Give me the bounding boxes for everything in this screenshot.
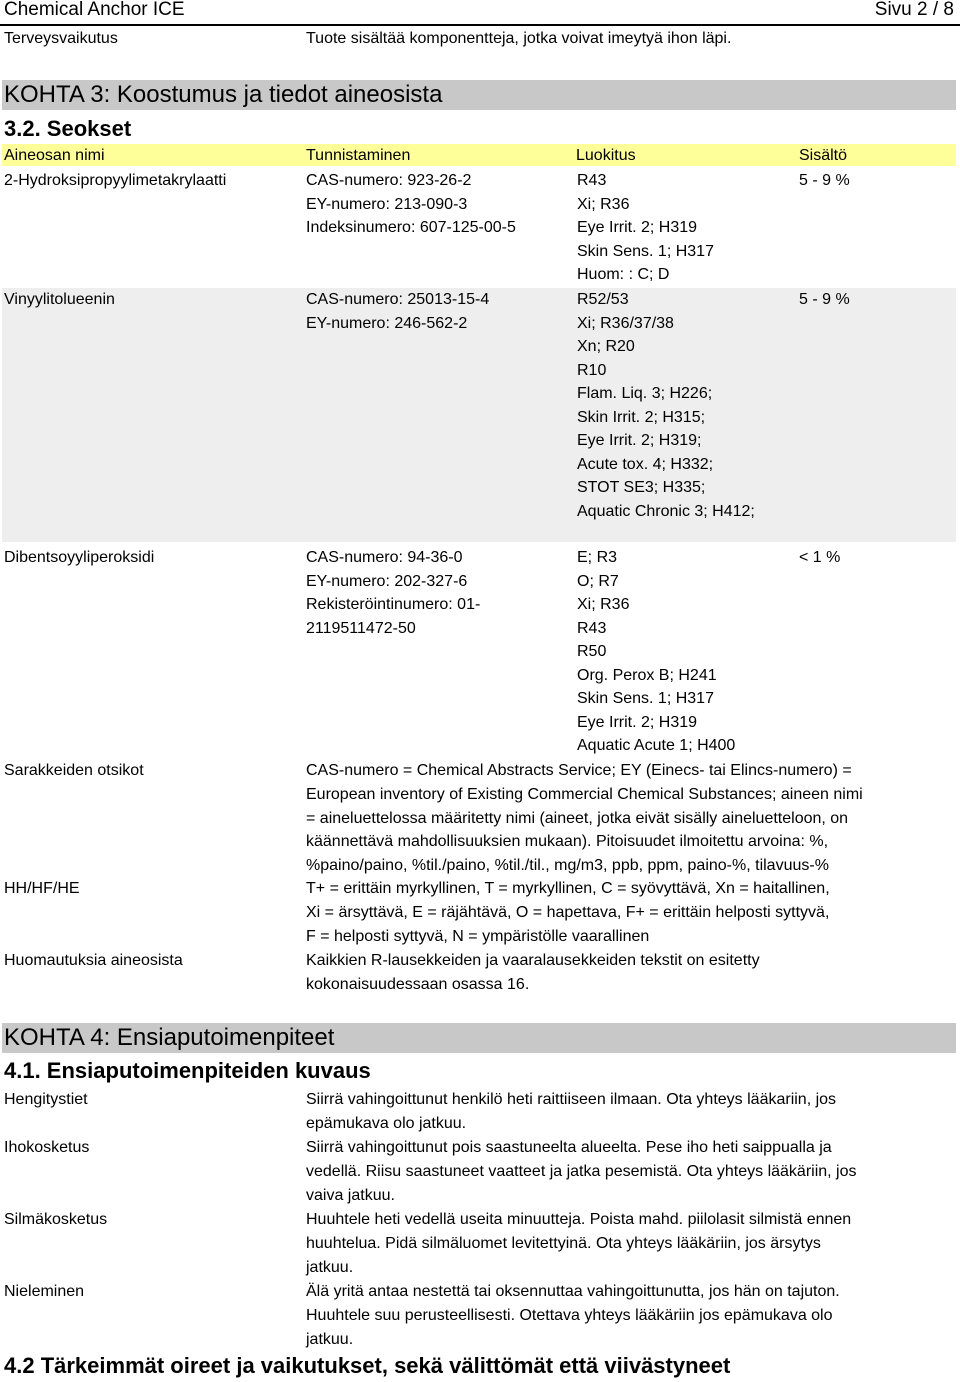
ingredient-classification (577, 288, 755, 523)
document-title: Chemical Anchor ICE (4, 0, 185, 20)
note-line: %paino/paino, %til./paino, %til./til., mg/m3, ppb, ppm, paino-%, tilavuus-% (306, 857, 829, 875)
note-line: Kaikkien R-lausekkeiden ja vaaralausekkeiden tekstit on esitetty (306, 952, 760, 969)
first-aid-label (4, 1208, 107, 1232)
table-row (4, 169, 226, 193)
col-header-classification: Luokitus (576, 147, 636, 164)
ingredient-content (799, 546, 840, 570)
note-line: T+ = erittäin myrkyllinen, T = myrkyllinen, C = syövyttävä, Xn = haitallinen, (306, 880, 830, 897)
class-line: R43 (577, 172, 607, 189)
health-effect-text: Tuote sisältää komponentteja, jotka voivat imeytyä ihon läpi. (306, 30, 732, 47)
col-header-identification: Tunnistaminen (306, 147, 411, 164)
ident-line: CAS-numero: 25013-15-4 (306, 291, 490, 308)
first-aid-line: Huuhtele suu perusteellisesti. Otettava yhteys lääkäriin jos epämukava olo (306, 1306, 833, 1324)
table-row (4, 288, 115, 312)
ingredient-name: Vinyylitolueenin (4, 291, 115, 308)
col-header-name: Aineosan nimi (4, 147, 105, 164)
note-label-text: HH/HF/HE (4, 880, 80, 897)
first-aid-label (4, 1136, 89, 1160)
class-line: Aquatic Acute 1; H400 (577, 737, 736, 754)
ingredient-identification (306, 546, 480, 640)
ident-line: Indeksinumero: 607-125-00-5 (306, 219, 516, 236)
class-line: R50 (577, 643, 607, 660)
class-line: R43 (577, 619, 607, 637)
class-line: Aquatic Chronic 3; H412; (577, 502, 755, 520)
ingredient-classification (577, 546, 735, 758)
section-4-title: KOHTA 4: Ensiaputoimenpiteet (4, 1024, 335, 1051)
first-aid-label-text: Silmäkosketus (4, 1211, 108, 1228)
class-line: E; R3 (577, 549, 618, 566)
first-aid-text (306, 1280, 840, 1351)
note-text (306, 759, 863, 878)
first-aid-line: jatkuu. (306, 1330, 354, 1348)
first-aid-line: epämukava olo jatkuu. (306, 1114, 467, 1132)
col-header-content: Sisältö (799, 147, 848, 164)
ident-line: Rekisteröintinumero: 01- (306, 596, 481, 613)
page-number: Sivu 2 / 8 (874, 0, 954, 20)
ident-line: EY-numero: 202-327-6 (306, 572, 468, 590)
note-label (4, 759, 144, 783)
note-label (4, 877, 80, 901)
section-4-heading (2, 1023, 956, 1053)
first-aid-line: huuhtelua. Pidä silmäluomet levitettyinä. Ota yhteys lääkäriin, jos ärsytys (306, 1234, 821, 1252)
first-aid-text (306, 1088, 836, 1136)
class-line: Eye Irrit. 2; H319; (577, 432, 702, 449)
ingredient-content (799, 169, 850, 193)
ident-line: EY-numero: 246-562-2 (306, 314, 468, 332)
note-line: F = helposti syttyvä, N = ympäristölle vaarallinen (306, 927, 650, 945)
first-aid-label (4, 1088, 88, 1112)
class-line: Xi; R36 (577, 596, 630, 613)
note-line: Xi = ärsyttävä, E = räjähtävä, O = hapettava, F+ = erittäin helposti syttyvä, (306, 903, 830, 921)
note-label-text: Huomautuksia aineosista (4, 952, 183, 969)
first-aid-label-text: Ihokosketus (4, 1139, 90, 1156)
class-line: Org. Perox B; H241 (577, 666, 717, 684)
note-line: käännettävä mahdollisuuksien mukaan). Pitoisuudet ilmoitettu arvoina: %, (306, 833, 829, 851)
first-aid-line: Huuhtele heti vedellä useita minuutteja. Poista mahd. piilolasit silmistä ennen (306, 1211, 852, 1228)
note-line: European inventory of Existing Commercial Chemical Substances; aineen nimi (306, 785, 863, 803)
class-line: Skin Irrit. 2; H315; (577, 408, 706, 426)
health-effect-label: Terveysvaikutus (4, 30, 118, 47)
section-3-title: KOHTA 3: Koostumus ja tiedot aineosista (4, 81, 443, 108)
first-aid-text (306, 1208, 851, 1279)
class-line: STOT SE3; H335; (577, 479, 706, 496)
ident-line: CAS-numero: 94-36-0 (306, 549, 463, 566)
first-aid-line: Älä yritä antaa nestettä tai oksennuttaa vahingoittunutta, jos hän on tajuton. (306, 1283, 840, 1300)
ident-line: EY-numero: 213-090-3 (306, 195, 468, 213)
note-text (306, 949, 760, 997)
ident-line: CAS-numero: 923-26-2 (306, 172, 472, 189)
section-3-2-title: 3.2. Seokset (4, 116, 132, 141)
ingredient-identification (306, 288, 489, 335)
note-line: CAS-numero = Chemical Abstracts Service; EY (Einecs- tai Elincs-numero) = (306, 762, 852, 779)
section-3-heading (2, 80, 956, 110)
first-aid-label (4, 1280, 84, 1304)
class-line: Xn; R20 (577, 338, 635, 355)
class-line: Skin Sens. 1; H317 (577, 242, 714, 260)
content-value: 5 - 9 % (799, 291, 850, 308)
class-line: Eye Irrit. 2; H319 (577, 713, 698, 731)
class-line: Eye Irrit. 2; H319 (577, 219, 698, 236)
first-aid-label-text: Nieleminen (4, 1283, 85, 1300)
class-line: Xi; R36 (577, 195, 630, 213)
first-aid-text (306, 1136, 857, 1207)
section-4-2-title: 4.2 Tärkeimmät oireet ja vaikutukset, sekä välittömät että viivästyneet (4, 1353, 731, 1378)
first-aid-line: vedellä. Riisu saastuneet vaatteet ja jatka pesemistä. Ota yhteys lääkäriin, jos (306, 1162, 857, 1180)
first-aid-line: vaiva jatkuu. (306, 1186, 395, 1204)
class-line: Acute tox. 4; H332; (577, 455, 714, 473)
note-text (306, 877, 830, 948)
section-4-1-title: 4.1. Ensiaputoimenpiteiden kuvaus (4, 1058, 371, 1083)
class-line: Flam. Liq. 3; H226; (577, 385, 713, 402)
note-line: = aineluettelossa määritetty nimi (aineet, jotka eivät sisälly aineluetteloon, on (306, 809, 849, 827)
ingredient-classification (577, 169, 714, 287)
content-value: < 1 % (799, 549, 841, 566)
ingredient-content (799, 288, 850, 312)
ingredient-name: Dibentsoyyliperoksidi (4, 549, 155, 566)
first-aid-line: Siirrä vahingoittunut henkilö heti raittiiseen ilmaan. Ota yhteys lääkariin, jos (306, 1091, 837, 1108)
first-aid-line: Siirrä vahingoittunut pois saastuneelta alueelta. Pese iho heti saippualla ja (306, 1139, 832, 1156)
class-line: R52/53 (577, 291, 629, 308)
note-line: kokonaisuudessaan osassa 16. (306, 975, 530, 993)
page-header (0, 0, 960, 26)
class-line: Huom: : C; D (577, 266, 670, 283)
class-line: Skin Sens. 1; H317 (577, 690, 714, 707)
table-row (4, 546, 154, 570)
class-line: R10 (577, 361, 607, 379)
first-aid-label-text: Hengitystiet (4, 1091, 88, 1108)
note-label-text: Sarakkeiden otsikot (4, 762, 144, 779)
table-header (2, 144, 956, 166)
class-line: O; R7 (577, 572, 619, 590)
content-value: 5 - 9 % (799, 172, 850, 189)
ident-line: 2119511472-50 (306, 619, 416, 637)
class-line: Xi; R36/37/38 (577, 314, 674, 332)
note-label (4, 949, 183, 973)
ingredient-name: 2-Hydroksipropyylimetakrylaatti (4, 172, 227, 189)
first-aid-line: jatkuu. (306, 1258, 354, 1276)
ingredient-identification (306, 169, 516, 240)
